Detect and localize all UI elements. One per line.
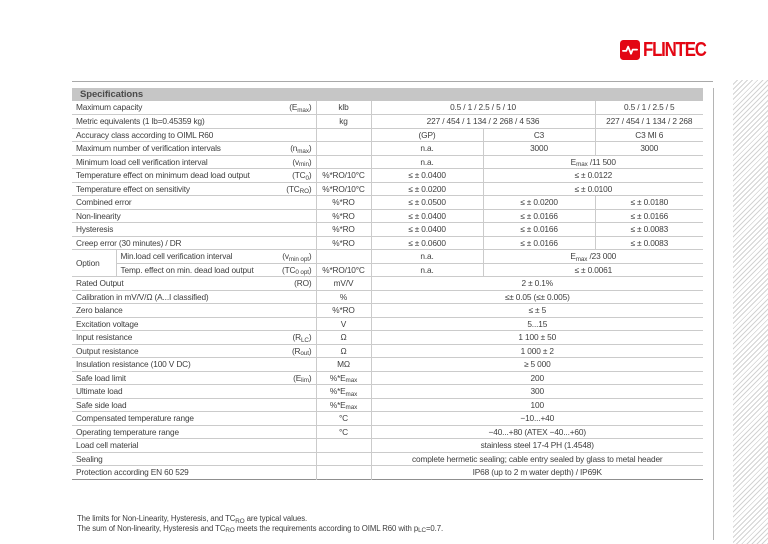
spec-label-cell [116,250,316,264]
pulse-waveform-icon [620,40,640,60]
spec-label: Temp. effect on min. dead load output [120,264,254,275]
spec-label: Min.load cell verification interval [120,251,233,262]
spec-value-cell: ≤ ± 0.0100 [483,182,703,196]
spec-value-cell: C3 [483,128,595,142]
spec-row [72,358,703,372]
spec-label-cell [72,196,316,210]
spec-value-cell: 0.5 / 1 / 2.5 / 5 [595,101,703,115]
spec-unit-cell: Ω [316,344,371,358]
spec-value-cell: −10...+40 [371,412,703,426]
spec-row [72,371,703,385]
spec-value-cell: 200 [371,371,703,385]
spec-value-cell: 2 ± 0.1% [371,277,703,291]
spec-value-cell: complete hermetic sealing; cable entry sealed by glass to metal header [371,452,703,466]
spec-label-cell [72,101,316,115]
spec-value-cell: ≤ ± 0.0400 [371,169,483,183]
spec-value-cell: IP68 (up to 2 m water depth) / IP69K [371,466,703,480]
spec-label-cell [72,290,316,304]
spec-value-cell: ≤ ± 0.0061 [483,263,703,277]
spec-label: Excitation voltage [76,318,139,329]
spec-value-cell: $E_{max}$ /23 000 [483,250,703,264]
spec-value-cell: 3000 [483,142,595,156]
spec-symbol: $(R_{LC})$ [292,332,312,344]
spec-label-wrap [76,225,312,233]
spec-value-cell: −40...+80 (ATEX −40...+60) [371,425,703,439]
spec-unit-cell: Ω [316,331,371,345]
spec-value-cell: ≤ ± 0.0400 [371,223,483,237]
spec-label-cell [72,236,316,250]
spec-label: Metric equivalents (1 lb=0.45359 kg) [76,116,205,127]
spec-row [72,277,703,291]
spec-label: Input resistance [76,332,133,343]
spec-label-cell [72,128,316,142]
spec-value-cell: ≤ ± 0.0166 [595,209,703,223]
spec-row [72,263,703,277]
spec-label-wrap [76,239,312,247]
spec-value-cell: ≤ ± 0.0083 [595,236,703,250]
spec-row [72,115,703,129]
spec-label: Safe load limit [76,372,126,383]
spec-value-cell: ≤ ± 0.0166 [483,223,595,237]
spec-value-cell: ≤ ± 0.0200 [483,196,595,210]
spec-label-cell [116,263,316,277]
spec-label: Creep error (30 minutes) / DR [76,237,182,248]
spec-label: Temperature effect on minimum dead load output [76,170,250,181]
spec-row [72,344,703,358]
spec-value-cell: 1 000 ± 2 [371,344,703,358]
spec-label-wrap [76,455,312,463]
spec-label-cell [72,439,316,453]
spec-row [72,439,703,453]
spec-label: Minimum load cell verification interval [76,156,208,167]
spec-label: Temperature effect on sensitivity [76,183,190,194]
spec-label-wrap [76,170,312,182]
spec-value-cell: ≤ ± 0.0400 [371,209,483,223]
spec-label-cell [72,466,316,480]
spec-row [72,209,703,223]
spec-row [72,385,703,399]
spec-row [72,331,703,345]
spec-row [72,142,703,156]
spec-label-cell [72,412,316,426]
spec-value-cell: 100 [371,398,703,412]
spec-value-cell: 0.5 / 1 / 2.5 / 5 / 10 [371,101,595,115]
spec-value-cell: 5...15 [371,317,703,331]
spec-label-wrap [76,306,312,314]
spec-label-wrap [76,428,312,436]
spec-unit-cell [316,250,371,264]
spec-label: Operating temperature range [76,426,179,437]
spec-label-cell [72,304,316,318]
spec-label: Zero balance [76,305,123,316]
spec-label-wrap [76,198,312,206]
spec-label-wrap [76,320,312,328]
spec-value-cell: n.a. [371,250,483,264]
spec-value-cell: ≥ 5 000 [371,358,703,372]
spec-label: Compensated temperature range [76,413,194,424]
spec-label-wrap [120,264,312,277]
spec-value-cell: n.a. [371,155,483,169]
spec-label-wrap [76,102,312,114]
spec-label: Protection according EN 60 529 [76,467,189,478]
spec-unit-cell: %*RO [316,223,371,237]
spec-value-cell: ≤ ± 0.0166 [483,209,595,223]
spec-value-cell: ≤± 0.05 (≤± 0.005) [371,290,703,304]
footnote-line: The sum of Non-linearity, Hysteresis and $TC_{RO}$ meets the requirements according to OIML R60 with $p_{LC}=0.7$. [77,523,444,534]
spec-row [72,196,703,210]
spec-value-cell: ≤ ± 0.0180 [595,196,703,210]
spec-label: Load cell material [76,440,139,451]
spec-label: Rated Output [76,278,124,289]
spec-label-cell [72,182,316,196]
spec-unit-cell: %*RO/10°C [316,169,371,183]
spec-unit-cell [316,466,371,480]
specifications-table [72,101,703,480]
spec-value-cell: ≤ ± 0.0166 [483,236,595,250]
spec-row [72,250,703,264]
spec-label: Insulation resistance (100 V DC) [76,359,191,370]
spec-label-wrap [76,345,312,358]
spec-unit-cell: %*RO [316,236,371,250]
spec-label: Sealing [76,453,103,464]
spec-label-cell [72,115,316,129]
spec-unit-cell: $\%*E_{max}$ [316,371,371,385]
spec-label: Safe side load [76,399,127,410]
spec-unit-cell: V [316,317,371,331]
spec-label-wrap [76,143,312,155]
flintec-logo [620,40,718,60]
spec-label-cell [72,331,316,345]
spec-label-wrap [76,212,312,220]
spec-symbol: $(TC_0)$ [292,170,312,182]
spec-label-wrap [76,131,312,139]
spec-value-cell: $E_{max}$ /11 500 [483,155,703,169]
spec-unit-cell [316,128,371,142]
spec-label-cell [72,385,316,399]
spec-label: Ultimate load [76,386,123,397]
spec-value-cell: ≤ ± 0.0600 [371,236,483,250]
spec-unit-cell: MΩ [316,358,371,372]
spec-symbol: $(n_{max})$ [290,143,312,155]
spec-unit-cell: %*RO [316,209,371,223]
flintec-logo-text: FLINTEC [643,39,707,61]
spec-label-wrap [76,414,312,422]
spec-value-cell: ≤ ± 0.0122 [483,169,703,183]
spec-label: Combined error [76,197,132,208]
spec-label-wrap [76,372,312,385]
spec-value-cell: ≤ ± 0.0083 [595,223,703,237]
spec-row [72,412,703,426]
spec-label-cell [72,371,316,385]
spec-label-cell [72,344,316,358]
spec-label-cell [72,425,316,439]
spec-row [72,304,703,318]
spec-label-wrap [76,401,312,409]
spec-unit-cell [316,452,371,466]
spec-label-cell [72,358,316,372]
spec-label: Accuracy class according to OIML R60 [76,129,214,140]
spec-value-cell: 227 / 454 / 1 134 / 2 268 [595,115,703,129]
spec-row [72,452,703,466]
spec-label: Maximum number of verification intervals [76,143,221,154]
spec-row [72,398,703,412]
spec-value-cell: ≤ ± 0.0500 [371,196,483,210]
spec-label-wrap [120,251,312,263]
spec-symbol: $(E_{lim})$ [293,372,312,385]
option-group-cell: Option [72,250,116,277]
spec-value-cell: ≤ ± 5 [371,304,703,318]
spec-label-cell [72,398,316,412]
spec-symbol: $(E_{max})$ [289,102,312,114]
spec-label-cell [72,277,316,291]
spec-unit-cell: %*RO [316,304,371,318]
spec-unit-cell [316,439,371,453]
spec-label-wrap [76,441,312,449]
spec-row [72,182,703,196]
footnote-line: The limits for Non-Linearity, Hysteresis, and $TC_{RO}$ are typical values. [77,514,308,525]
spec-row [72,223,703,237]
spec-label-cell [72,155,316,169]
spec-value-cell: n.a. [371,142,483,156]
spec-row [72,290,703,304]
spec-row [72,101,703,115]
spec-unit-cell: kg [316,115,371,129]
spec-row [72,155,703,169]
footnotes [77,514,443,533]
spec-row [72,169,703,183]
spec-symbol: $(TC_{0 opt})$ [281,264,312,277]
spec-label-wrap [76,293,312,301]
spec-label-wrap [76,183,312,196]
spec-row [72,425,703,439]
spec-value-cell: 300 [371,385,703,399]
spec-symbol: $(R_{out})$ [291,345,312,358]
spec-label-cell [72,142,316,156]
spec-unit-cell: °C [316,425,371,439]
specifications-title: Specifications [72,88,703,101]
spec-value-cell: ≤ ± 0.0200 [371,182,483,196]
spec-symbol: $(v_{min opt})$ [282,251,312,263]
spec-row [72,236,703,250]
spec-symbol: (RO) [294,278,312,289]
spec-unit-cell [316,155,371,169]
spec-value-cell: stainless steel 17-4 PH (1.4548) [371,439,703,453]
spec-row [72,317,703,331]
spec-unit-cell: mV/V [316,277,371,291]
spec-label-wrap [76,468,312,476]
spec-label-wrap [76,360,312,368]
spec-value-cell: 1 100 ± 50 [371,331,703,345]
spec-label-wrap [76,332,312,344]
spec-value-cell: n.a. [371,263,483,277]
spec-row [72,466,703,480]
spec-value-cell: (GP) [371,128,483,142]
spec-label-wrap [76,387,312,395]
spec-value-cell: 227 / 454 / 1 134 / 2 268 / 4 536 [371,115,595,129]
spec-label-wrap [76,117,312,125]
top-divider-line [72,81,713,82]
spec-label-wrap [76,279,312,287]
spec-label: Non-linearity [76,210,121,221]
spec-label-cell [72,169,316,183]
spec-unit-cell: $\%*E_{max}$ [316,385,371,399]
spec-label: Output resistance [76,345,139,356]
spec-unit-cell: %*RO [316,196,371,210]
spec-row [72,128,703,142]
spec-unit-cell [316,142,371,156]
spec-label: Maximum capacity [76,102,143,113]
spec-label-wrap [76,156,312,169]
spec-symbol: $(TC_{RO})$ [286,183,312,196]
spec-label: Hysteresis [76,224,114,235]
spec-unit-cell: %*RO/10°C [316,263,371,277]
spec-unit-cell: $\%*E_{max}$ [316,398,371,412]
spec-unit-cell: °C [316,412,371,426]
spec-unit-cell: %*RO/10°C [316,182,371,196]
specifications-section [72,88,703,480]
hatch-pattern-strip [733,80,768,544]
right-divider-line [713,88,714,540]
spec-label-cell [72,223,316,237]
spec-label-cell [72,209,316,223]
spec-symbol: $(v_{min})$ [292,156,312,169]
spec-label-cell [72,452,316,466]
spec-unit-cell: klb [316,101,371,115]
spec-label: Calibration in mV/V/Ω (A...I classified) [76,291,209,302]
spec-value-cell: C3 MI 6 [595,128,703,142]
spec-label-cell [72,317,316,331]
spec-unit-cell: % [316,290,371,304]
spec-value-cell: 3000 [595,142,703,156]
